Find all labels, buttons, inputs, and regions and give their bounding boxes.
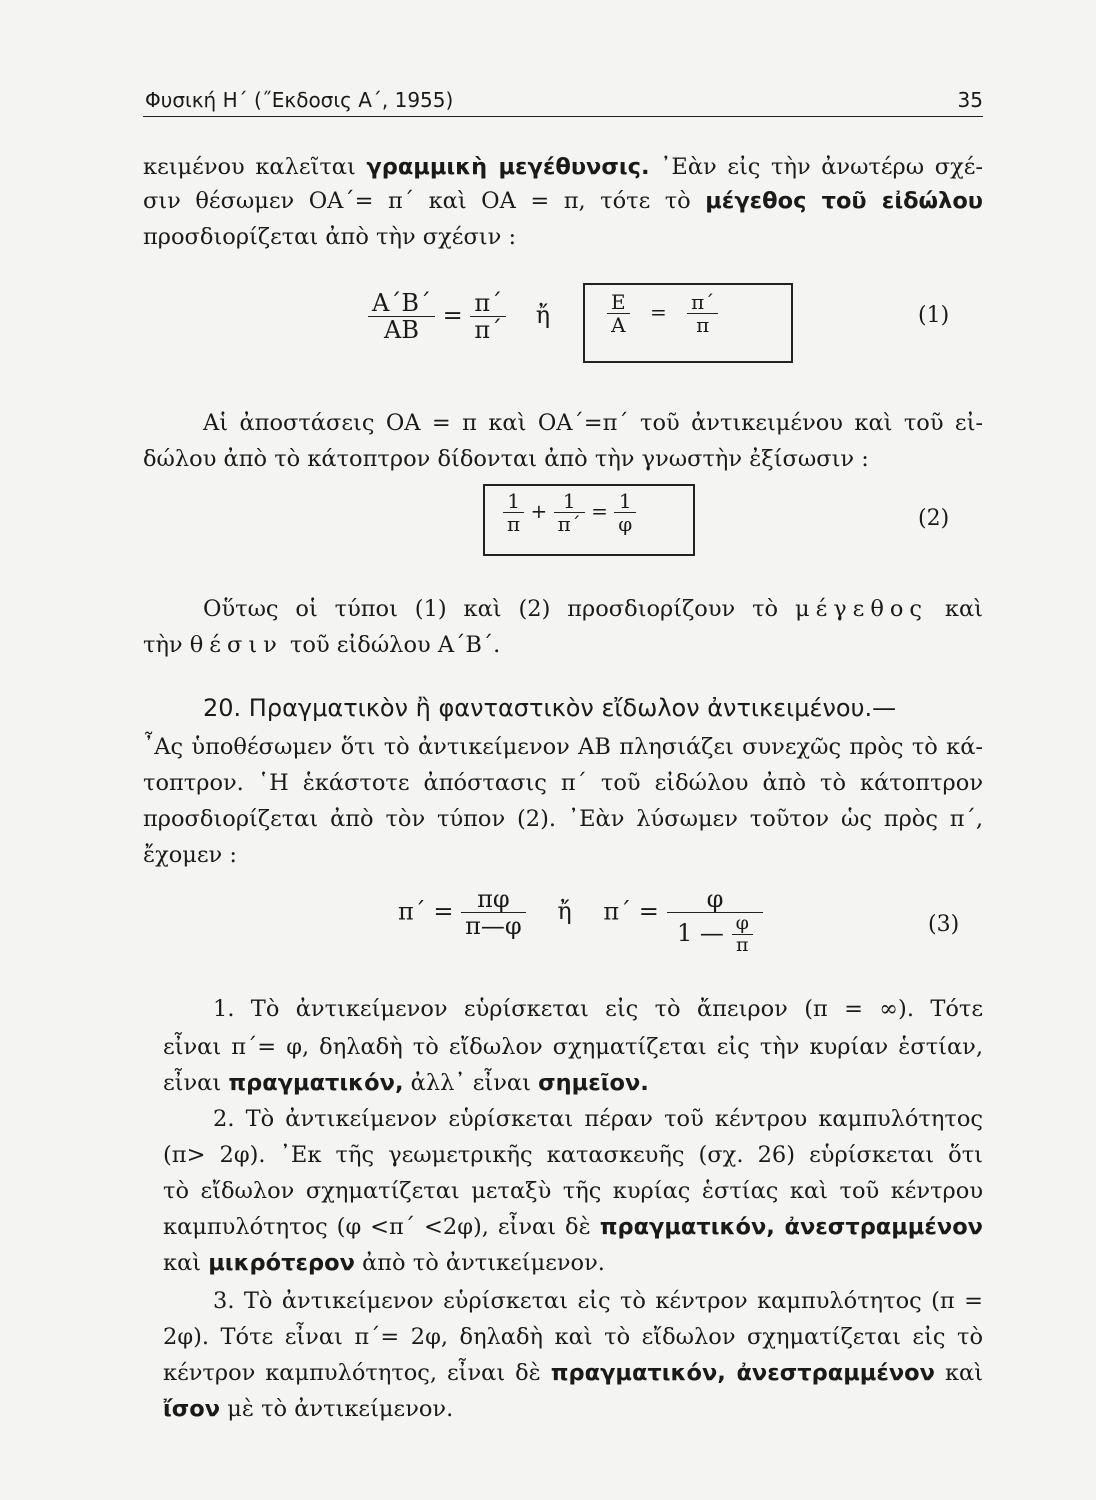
- list-item-line: 1. Τὸ ἀντικείμενον εὑρίσκεται εἰς τὸ ἄπειρον (π = ∞). Τότε: [213, 996, 983, 1022]
- paragraph-line: τοπτρον. ῾Η ἑκάστοτε ἀπόστασις π΄ τοῦ εἰδώλου ἀπὸ τὸ κάτοπτρον: [143, 770, 983, 796]
- page-number: 35: [957, 88, 983, 112]
- paragraph-line: Αἱ ἀποστάσεις ΟΑ = π καὶ ΟΑ΄=π΄ τοῦ ἀντικειμένου καὶ τοῦ εἰ-: [203, 410, 983, 436]
- equation-number: (1): [918, 303, 950, 328]
- fraction: $\frac{\pi΄}{\pi΄}$: [470, 290, 506, 344]
- spaced-term: θέσιν: [189, 632, 283, 658]
- paragraph-line: προσδιορίζεται ἀπὸ τὴν σχέσιν :: [143, 224, 517, 250]
- header-title: Φυσική Η΄ (˝Εκδοσις Α΄, 1955): [145, 88, 454, 112]
- bold-term: μικρότερον: [208, 1250, 355, 1276]
- equation-number: (3): [928, 912, 960, 937]
- bold-term: ἴσον: [163, 1396, 221, 1422]
- bold-term: πραγματικόν,: [228, 1070, 404, 1096]
- spaced-term: μέγεθος: [794, 596, 929, 622]
- list-item-line: καὶ μικρότερον ἀπὸ τὸ ἀντικείμενον.: [163, 1250, 605, 1276]
- list-item-line: ἴσον μὲ τὸ ἀντικείμενον.: [163, 1396, 454, 1422]
- equation-1: $\frac{A΄B΄}{AB}$ = $\frac{\pi΄}{\pi΄}$ ἤ: [368, 290, 550, 344]
- paragraph-line: Οὕτως οἱ τύποι (1) καὶ (2) προσδιορίζουν τὸ μέγεθος καὶ: [203, 596, 983, 622]
- boxed-formula-1: $\frac{E}{A}$ = $\frac{\pi΄}{\pi}$: [583, 283, 793, 363]
- fraction: $\frac{A΄B΄}{AB}$: [368, 290, 435, 344]
- paragraph-line: δώλου ἀπὸ τὸ κάτοπτρον δίδονται ἀπὸ τὴν γνωστὴν ἐξίσωσιν :: [143, 446, 869, 472]
- bold-term: σημεῖον.: [538, 1070, 649, 1096]
- bold-term: γραμμικὴ μεγέθυνσις.: [366, 154, 650, 180]
- bold-term: πραγματικόν, ἀνεστραμμένον: [550, 1360, 935, 1386]
- running-header: [143, 86, 983, 117]
- equation-number: (2): [918, 506, 950, 531]
- bold-term: μέγεθος τοῦ εἰδώλου: [705, 188, 984, 214]
- section-heading: 20. Πραγματικὸν ἢ φανταστικὸν εἴδωλον ἀντικειμένου.—: [203, 694, 897, 722]
- list-item-line: (π> 2φ). ᾿Εκ τῆς γεωμετρικῆς κατασκευῆς (σχ. 26) εὑρίσκεται ὅτι: [163, 1142, 983, 1168]
- equation-3: π΄ = $\frac{\pi\varphi}{\pi—\varphi}$ ἤ π΄ = φ 1 — $\frac{\varphi}{\pi}$: [398, 886, 763, 956]
- paragraph-line: σιν θέσωμεν ΟΑ΄= π΄ καὶ ΟΑ = π, τότε τὸ μέγεθος τοῦ εἰδώλου: [143, 188, 984, 214]
- list-item-line: 3. Τὸ ἀντικείμενον εὑρίσκεται εἰς τὸ κέντρον καμπυλότητος (π =: [213, 1288, 983, 1314]
- paragraph-line: τὴν θέσιν τοῦ εἰδώλου Α΄Β΄.: [143, 632, 501, 658]
- list-item-line: τὸ εἴδωλον σχηματίζεται μεταξὺ τῆς κυρίας ἑστίας καὶ τοῦ κέντρου: [163, 1178, 983, 1204]
- list-item-line: κέντρον καμπυλότητος, εἶναι δὲ πραγματικόν, ἀνεστραμμένον καὶ: [163, 1360, 984, 1386]
- list-item-line: καμπυλότητος (φ <π΄ <2φ), εἶναι δὲ πραγματικόν, ἀνεστραμμένον: [163, 1214, 984, 1240]
- list-item-line: εἶναι πραγματικόν, ἀλλ᾿ εἶναι σημεῖον.: [163, 1070, 649, 1096]
- list-item-line: 2φ). Τότε εἶναι π΄= 2φ, δηλαδὴ καὶ τὸ εἴδωλον σχηματίζεται εἰς τὸ: [163, 1324, 983, 1350]
- paragraph-line: ῏Ας ὑποθέσωμεν ὅτι τὸ ἀντικείμενον ΑΒ πλησιάζει συνεχῶς πρὸς τὸ κά-: [143, 734, 983, 760]
- boxed-formula-2: $\frac{1}{\pi}$ + $\frac{1}{\pi΄}$ = $\frac{1}{\varphi}$: [483, 484, 695, 556]
- paragraph-line: κειμένου καλεῖται γραμμικὴ μεγέθυνσις. ᾿Εὰν εἰς τὴν ἀνωτέρω σχέ-: [143, 154, 983, 180]
- list-item-line: 2. Τὸ ἀντικείμενον εὑρίσκεται πέραν τοῦ κέντρου καμπυλότητος: [213, 1106, 983, 1132]
- list-item-line: εἶναι π΄= φ, δηλαδὴ τὸ εἴδωλον σχηματίζεται εἰς τὴν κυρίαν ἑστίαν,: [163, 1034, 983, 1060]
- paragraph-line: ἔχομεν :: [143, 842, 237, 868]
- bold-term: πραγματικόν, ἀνεστραμμένον: [599, 1214, 984, 1240]
- paragraph-line: προσδιορίζεται ἀπὸ τὸν τύπον (2). ᾿Εὰν λύσωμεν τοῦτον ὡς πρὸς π΄,: [143, 806, 983, 832]
